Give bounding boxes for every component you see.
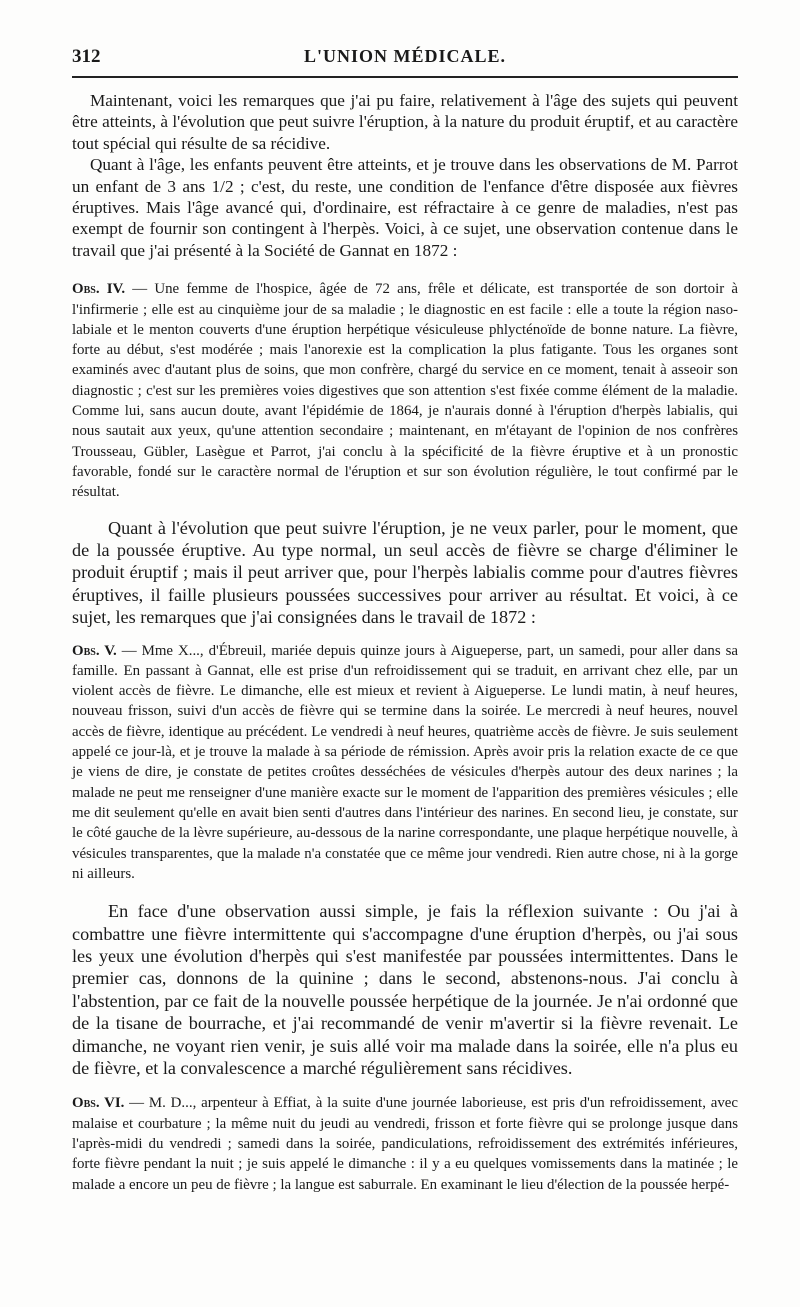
observation-6 xyxy=(72,1093,738,1194)
page-body xyxy=(72,90,738,1195)
spacer xyxy=(72,1079,738,1093)
spacer xyxy=(72,261,738,279)
paragraph-age: Quant à l'âge, les enfants peuvent être atteints, et je trouve dans les observations de M. Parrot un enfant de 3 ans 1/2 ; c'est, du reste, une condition de l'enfance d'être disposée aux fièvres éruptives. Mais l'âge avancé qui, d'ordinaire, est réfractaire à ce genre de maladies, n'est pas exempt de fournir son contingent à l'herpès. Voici, à ce sujet, une observation contenue dans le travail que j'ai présenté à la Société de Gannat en 1872 : xyxy=(72,155,738,260)
spacer xyxy=(72,629,738,641)
spacer xyxy=(72,884,738,900)
running-head: L'UNION MÉDICALE. xyxy=(303,46,507,66)
paragraph-reflection: En face d'une observation aussi simple, je fais la réflexion suivante : Ou j'ai à combattre une fièvre intermittente qui s'accompagne d'une éruption d'herpès, ou j'ai sous les yeux une évolution d'herpès qui s'est manifestée par poussées intermittentes. Dans le premier cas, donnons de la quinine ; dans le second, abstenons-nous. J'ai conclu à l'abstention, par ce fait de la nouvelle poussée herpétique de la journée. Je n'ai ordonné que de la tisane de bourrache, et j'ai recommandé de venir m'avertir si la fièvre revenait. Le dimanche, ne voyant rien venir, je suis allé voir ma malade dans la soirée, elle n'a plus eu de fièvre, et la convalescence a marché régulièrement sans récidives. xyxy=(72,901,738,1078)
header-rule xyxy=(72,76,738,78)
observation-4-label: Obs. IV. xyxy=(72,281,126,298)
observation-5-label: Obs. V. xyxy=(72,642,117,659)
observation-4 xyxy=(72,279,738,502)
paragraph-evolution: Quant à l'évolution que peut suivre l'éruption, je ne veux parler, pour le moment, que de la poussée éruptive. Au type normal, un seul accès de fièvre se charge d'éliminer le produit éruptif ; mais il peut arriver que, pour l'herpès labialis comme pour d'autres fièvres éruptives, il faille plusieurs poussées successives pour arriver au résultat. Et voici, à ce sujet, les remarques que j'ai consignées dans le travail de 1872 : xyxy=(72,517,738,628)
spacer xyxy=(72,503,738,517)
page-header xyxy=(72,46,738,72)
observation-4-text: — Une femme de l'hospice, âgée de 72 ans, frêle et délicate, est transportée de son dortoir à l'infirmerie ; elle est au cinquième jour de sa maladie ; le diagnostic en est facile : elle a toute la région naso-labiale et le menton couverts d'une éruption herpétique vésiculeuse phlycténoïde de bonne nature. La fièvre, forte au début, s'est modérée ; mais l'anorexie est la complication la plus fatigante. Tous les organes sont examinés avec d'autant plus de soins, que mon confrère, chargé du service en ce moment, tenait à asseoir son diagnostic ; c'est sur les premières voies digestives que son attention s'est fixée comme élément de la maladie. Comme lui, sans aucun doute, avant l'épidémie de 1864, je n'aurais donné à l'éruption d'herpès labialis, qui nous sautait aux yeux, qu'une attention secondaire ; maintenant, en m'étayant de l'opinion de nos confrères Trousseau, Gübler, Lasègue et Parrot, j'ai conclu à la spécificité de la fièvre éruptive et à un pronostic favorable, fondé sur le caractère normal de l'éruption et sur son évolution régulière, le tout confirmé par le résultat. xyxy=(72,281,738,501)
observation-6-text: — M. D..., arpenteur à Effiat, à la suite d'une journée laborieuse, est pris d'un refroidissement, avec malaise et courbature ; la même nuit du jeudi au vendredi, frisson et forte fièvre qui se prolonge jusque dans l'après-midi du vendredi ; samedi dans la soirée, pandiculations, refroidissement des extrémités inférieures, forte fièvre pendant la nuit ; je suis appelé le dimanche : il y a eu quelques vomissements dans la matinée ; le malade a encore un peu de fièvre ; la langue est saburrale. En examinant le lieu d'élection de la poussée herpé- xyxy=(72,1095,738,1193)
observation-6-label: Obs. VI. xyxy=(72,1095,125,1112)
paragraph-age-intro: Maintenant, voici les remarques que j'ai pu faire, relativement à l'âge des sujets qui peuvent être atteints, à l'évolution que peut suivre l'éruption, à la nature du produit éruptif, et au caractère tout spécial qui résulte de sa récidive. xyxy=(72,91,738,153)
page-number: 312 xyxy=(72,46,101,67)
observation-5-text: — Mme X..., d'Ébreuil, mariée depuis quinze jours à Aigueperse, part, un samedi, pour aller dans sa famille. En passant à Gannat, elle est prise d'un refroidissement qui se traduit, en arrivant chez elle, par un violent accès de fièvre. Le dimanche, elle est mieux et revient à Aigueperse. Le lundi matin, à neuf heures, nouveau frisson, suivi d'un accès de fièvre qui se termine dans la soirée. Le mercredi à neuf heures, nouvel accès de fièvre, identique au précédent. Le vendredi à neuf heures, quatrième accès de fièvre. Je suis seulement appelé ce jour-là, et je trouve la malade à sa période de rémission. Après avoir pris la relation exacte de ce que je viens de dire, je constate de petites croûtes desséchées de vésicules d'herpès autour des deux narines ; la malade ne peut me renseigner d'une manière exacte sur le moment de l'apparition des premières vésicules ; elle me dit seulement qu'elle en avait bien senti d'autres dans l'intérieur des narines. En second lieu, je constate, sur le côté gauche de la lèvre supérieure, au-dessous de la narine correspondante, une plaque herpétique nouvelle, à vésicules transparentes, que la malade n'a constatée que ce même jour vendredi. Rien autre chose, ni à la gorge ni ailleurs. xyxy=(72,642,738,882)
observation-5 xyxy=(72,641,738,885)
